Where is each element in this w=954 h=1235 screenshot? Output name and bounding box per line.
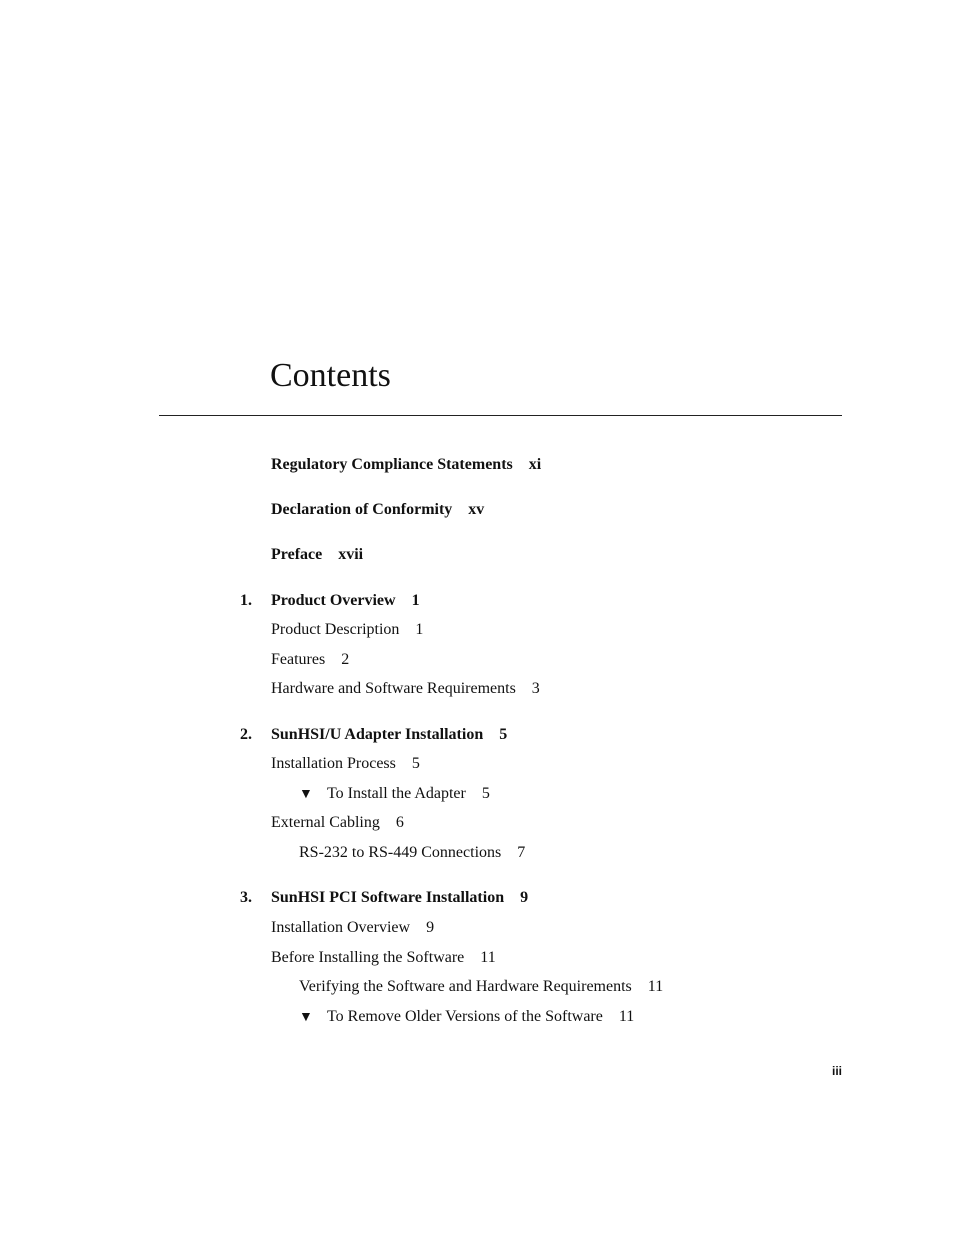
toc-entry-label: RS-232 to RS-449 Connections — [299, 844, 502, 861]
toc-chapter-product-overview[interactable] — [271, 590, 420, 612]
toc-entry-label: Installation Overview — [271, 919, 411, 936]
toc-entry-regulatory[interactable] — [271, 454, 541, 476]
toc-entry-label: Features — [271, 651, 326, 668]
toc-entry-label: SunHSI/U Adapter Installation — [271, 726, 484, 743]
toc-entry-label: Product Overview — [271, 592, 396, 609]
toc-page-number: 1 — [415, 621, 424, 638]
toc-page-number: 5 — [411, 755, 420, 772]
toc-page-number: 3 — [531, 680, 540, 697]
toc-entry-label: Preface — [271, 546, 323, 563]
toc-entry-declaration[interactable] — [271, 499, 484, 521]
toc-entry-label: SunHSI PCI Software Installation — [271, 889, 505, 906]
toc-page-number: 1 — [411, 592, 420, 609]
toc-page-number: 5 — [481, 785, 490, 802]
toc-entry-external-cabling[interactable] — [271, 812, 404, 834]
page-number: iii — [831, 1064, 842, 1078]
toc-page-number: xi — [528, 456, 542, 473]
toc-entry-label: Installation Process — [271, 755, 396, 772]
toc-page-number: 11 — [647, 978, 664, 995]
triangle-down-icon: ▼ — [299, 1010, 313, 1025]
toc-entry-installation-process[interactable] — [271, 753, 420, 775]
toc-entry-label: Regulatory Compliance Statements — [271, 456, 513, 473]
toc-page-number: 2 — [341, 651, 350, 668]
toc-page-number: 5 — [499, 726, 508, 743]
title-divider — [159, 415, 842, 416]
toc-page-number: 9 — [520, 889, 529, 906]
toc-page-number: xv — [468, 501, 485, 518]
toc-entry-features[interactable] — [271, 649, 349, 671]
toc-entry-label: Product Description — [271, 621, 400, 638]
toc-page-number: 7 — [517, 844, 526, 861]
toc-entry-installation-overview[interactable] — [271, 917, 434, 939]
toc-page-number: 9 — [426, 919, 435, 936]
toc-entry-product-description[interactable] — [271, 619, 423, 641]
toc-chapter-pci-software-installation[interactable] — [271, 887, 528, 909]
toc-entry-rs232-rs449[interactable] — [299, 842, 525, 864]
toc-entry-preface[interactable] — [271, 544, 363, 566]
toc-entry-hw-sw-requirements[interactable] — [271, 678, 540, 700]
toc-chapter-adapter-installation[interactable] — [271, 724, 507, 746]
toc-entry-before-installing[interactable] — [271, 947, 496, 969]
toc-entry-verifying-requirements[interactable] — [299, 976, 663, 998]
toc-entry-remove-older-versions[interactable] — [299, 1006, 634, 1028]
page-title: Contents — [270, 356, 391, 394]
toc-entry-label: To Remove Older Versions of the Software — [327, 1008, 603, 1025]
toc-page-number: xvii — [338, 546, 364, 563]
toc-entry-label: Before Installing the Software — [271, 949, 465, 966]
toc-entry-install-adapter[interactable] — [299, 783, 490, 805]
toc-entry-label: Declaration of Conformity — [271, 501, 453, 518]
toc-entry-label: External Cabling — [271, 814, 380, 831]
toc-page-number: 11 — [618, 1008, 635, 1025]
toc-page-number: 6 — [395, 814, 404, 831]
toc-entry-label: Hardware and Software Requirements — [271, 680, 516, 697]
toc-entry-label: To Install the Adapter — [327, 785, 466, 802]
triangle-down-icon: ▼ — [299, 787, 313, 802]
toc-entry-label: Verifying the Software and Hardware Requirements — [299, 978, 632, 995]
toc-page-number: 11 — [480, 949, 496, 966]
